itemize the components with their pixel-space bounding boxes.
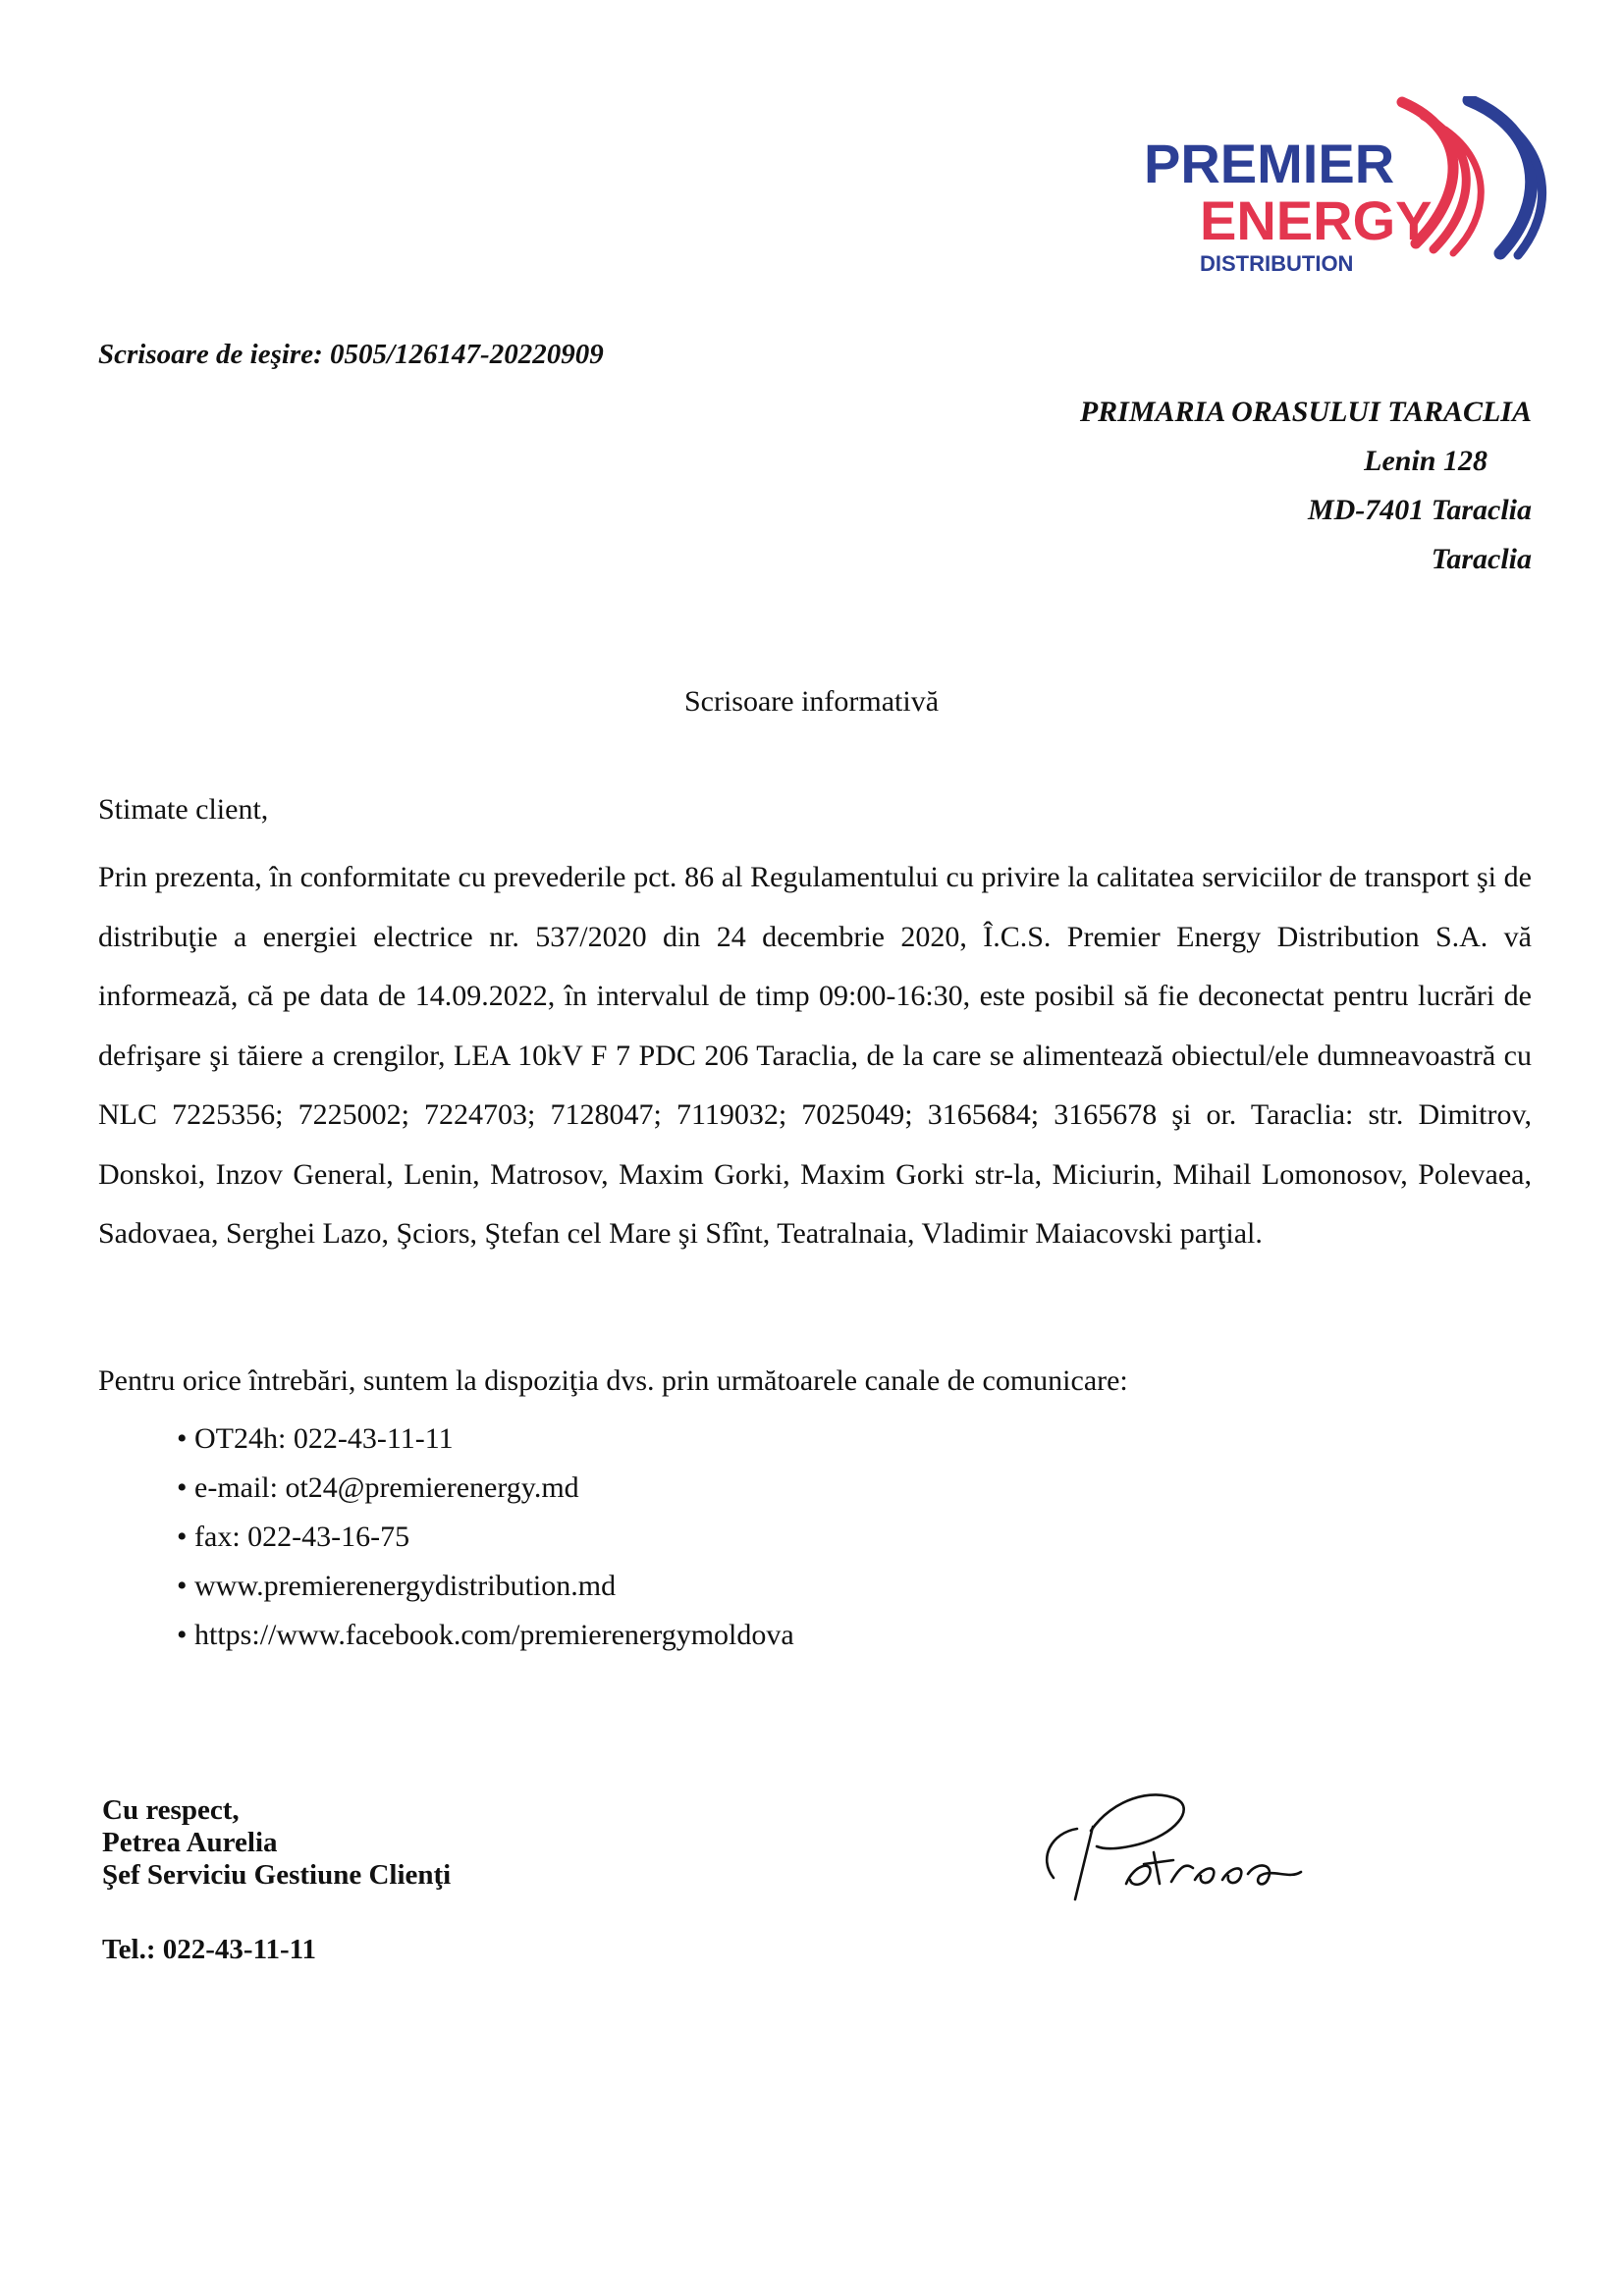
contact-channel-facebook: • https://www.facebook.com/premierenergymoldova [177,1611,794,1660]
greeting: Stimate client, [98,793,269,826]
signature-icon [1036,1782,1316,1909]
closing: Cu respect, [102,1794,240,1826]
signer-role: Şef Serviciu Gestiune Clienţi [102,1859,452,1891]
signer-phone: Tel.: 022-43-11-11 [102,1934,317,1965]
contact-channel-website: • www.premierenergydistribution.md [177,1562,794,1611]
recipient-address-block [1080,388,1532,584]
recipient-city: Taraclia [1431,543,1532,575]
premier-energy-logo-icon [1139,96,1551,278]
outgoing-letter-reference: Scrisoare de ieşire: 0505/126147-20220909 [98,339,604,370]
signoff-block [102,1794,451,1892]
contact-intro: Pentru orice întrebări, suntem la dispoziţia dvs. prin următoarele canale de comunicare: [98,1364,1128,1397]
company-logo [1139,96,1551,278]
contact-channels-list [177,1415,794,1660]
handwritten-signature [1036,1782,1316,1909]
contact-channel-phone: • OT24h: 022-43-11-11 [177,1415,794,1464]
letter-title: Scrisoare informativă [683,685,940,718]
swirl-icon [1402,100,1542,255]
logo-line3: DISTRIBUTION [1200,251,1354,276]
signer-name: Petrea Aurelia [102,1827,278,1858]
letter-body: Prin prezenta, în conformitate cu prevederile pct. 86 al Regulamentului cu privire la calitatea serviciilor de transport şi de distribuţie a energiei electrice nr. 537/2020 din 24 decembrie 2020, Î.C.S. Premier Energy Distribution S.A. vă informează, că pe data de 14.09.2022, în intervalul de timp 09:00-16:30, este posibil să fie deconectat pentru lucrări de defrişare şi tăiere a crengilor, LEA 10kV F 7 PDC 206 Taraclia, de la care se alimentează obiectul/ele dumneavoastră cu NLC 7225356; 7225002; 7224703; 7128047; 7119032; 7025049; 3165684; 3165678 şi or. Taraclia: str. Dimitrov, Donskoi, Inzov General, Lenin, Matrosov, Maxim Gorki, Maxim Gorki str-la, Miciurin, Mihail Lomonosov, Polevaea, Sadovaea, Serghei Lazo, Şciors, Ştefan cel Mare şi Sfînt, Teatralnaia, Vladimir Maiacovski parţial. [98,861,1532,1250]
recipient-street: Lenin 128 [1364,445,1488,477]
recipient-name: PRIMARIA ORASULUI TARACLIA [1079,396,1532,428]
contact-channel-email: • e-mail: ot24@premierenergy.md [177,1464,794,1513]
logo-line2: ENERGY [1200,189,1433,251]
contact-channel-fax: • fax: 022-43-16-75 [177,1513,794,1562]
recipient-postal: MD-7401 Taraclia [1307,494,1532,526]
logo-line1: PREMIER [1144,133,1395,194]
